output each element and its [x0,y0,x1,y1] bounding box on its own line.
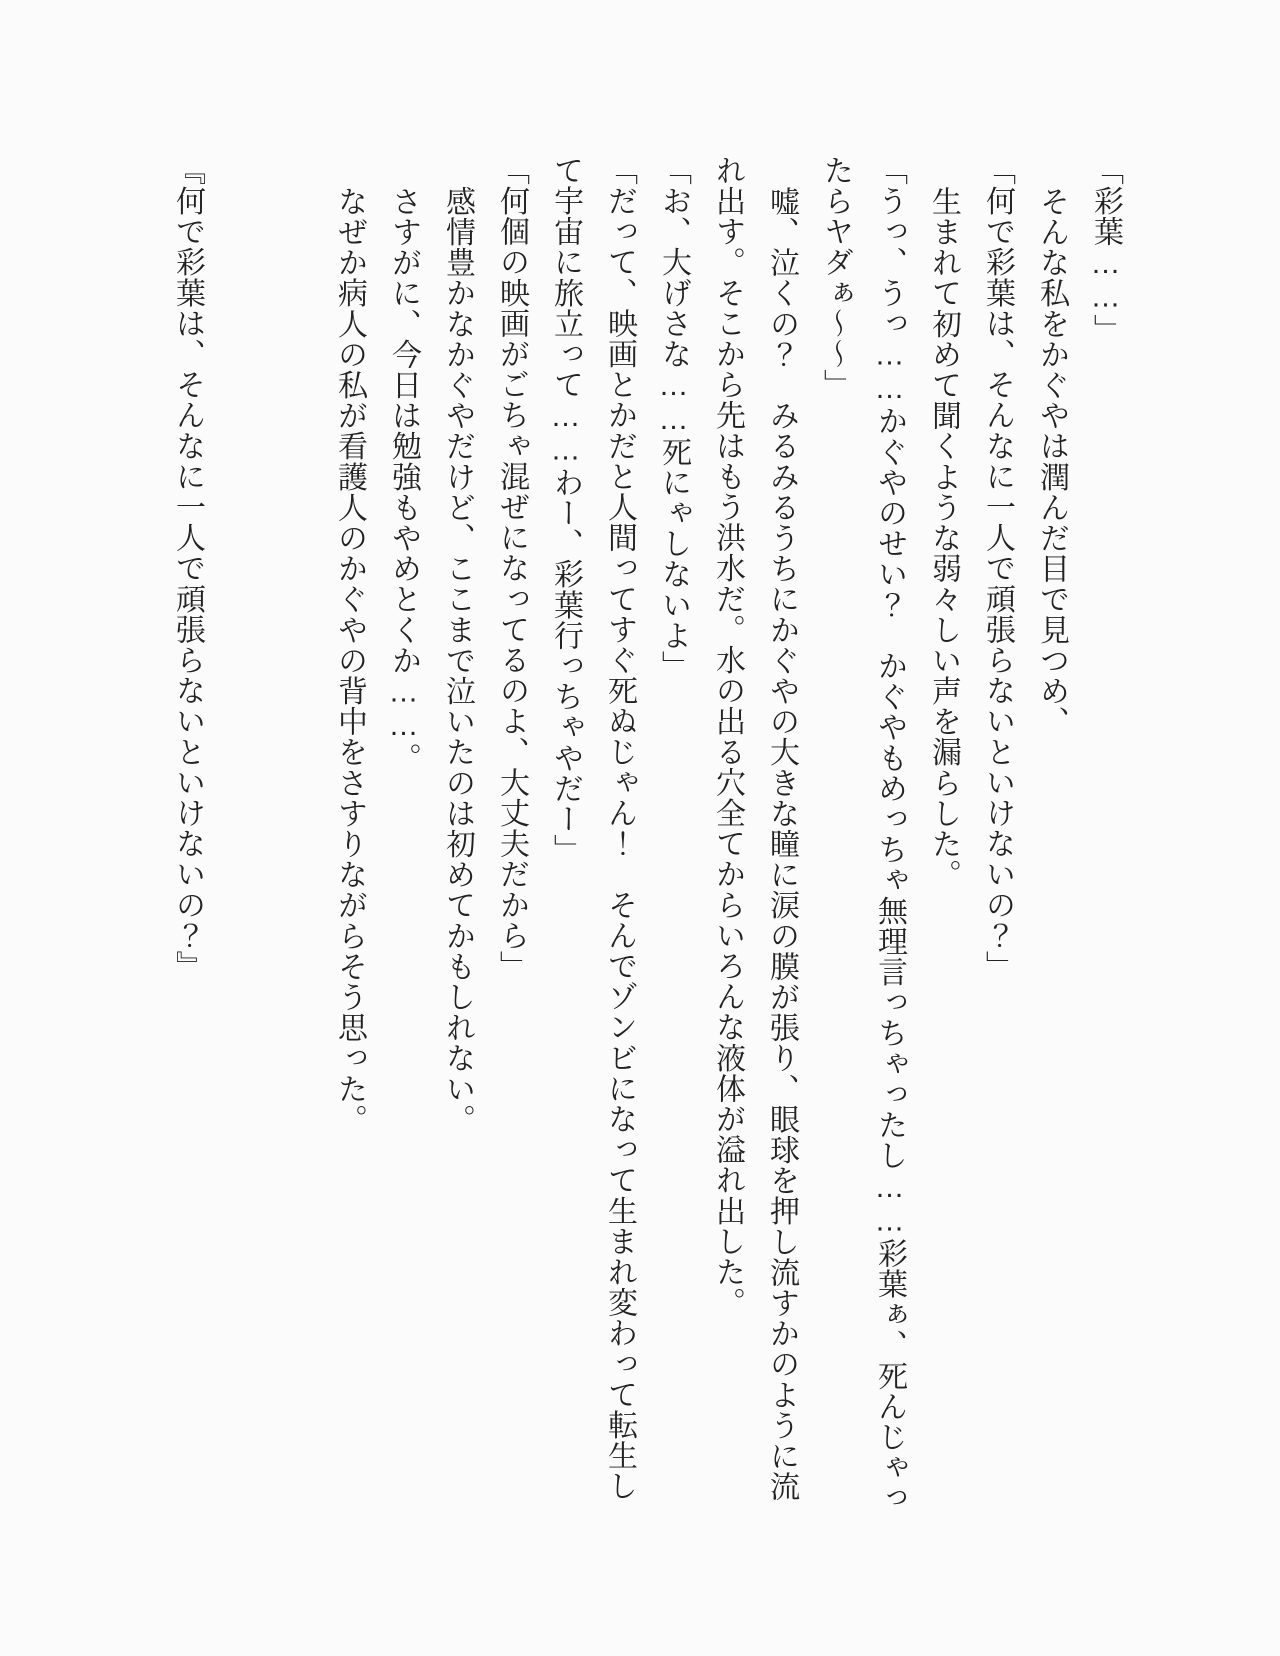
text-line: 「彩葉……」 [1089,155,1122,345]
text-line: 感情豊かなかぐやだけど、ここまで泣いたのは初めてかもしれない。 [441,185,474,1135]
text-line: 「うっ、うっ……かぐやのせい？ かぐやもめっちゃ無理言っちゃったし……彩葉ぁ、死んじゃっ [873,155,906,1514]
text-line: なぜか病人の私が看護人のかぐやの背中をさすりながらそう思った。 [333,185,366,1135]
text-line: たらヤダぁ～～」 [819,155,852,400]
text-line: 嘘、泣くの？ みるみるうちにかぐやの大きな瞳に涙の膜が張り、眼球を押し流すかのように流 [765,185,798,1502]
vertical-text-body [160,155,1132,1545]
text-line: 「お、大げさな……死にゃしないよ」 [657,155,690,682]
text-line: 「何個の映画がごちゃ混ぜになってるのよ、大丈夫だから」 [495,155,528,982]
text-line: そんな私をかぐやは潤んだ目で見つめ、 [1035,185,1068,737]
text-line: さすがに、今日は勉強もやめとくか……。 [387,185,420,773]
text-line: 「だって、映画とかだと人間ってすぐ死ぬじゃん！ そんでゾンビになって生まれ変わって転生し [603,155,636,1502]
text-line: 『何で彩葉は、そんなに一人で頑張らないといけないの？』 [171,155,204,982]
text-line: 生まれて初めて聞くような弱々しい声を漏らした。 [927,185,960,890]
text-line: 「何で彩葉は、そんなに一人で頑張らないといけないの？」 [981,155,1014,982]
text-line: て宇宙に旅立って……わー、彩葉行っちゃやだー」 [549,155,582,865]
text-line: れ出す。そこから先はもう洪水だ。水の出る穴全てからいろんな液体が溢れ出した。 [711,155,744,1318]
